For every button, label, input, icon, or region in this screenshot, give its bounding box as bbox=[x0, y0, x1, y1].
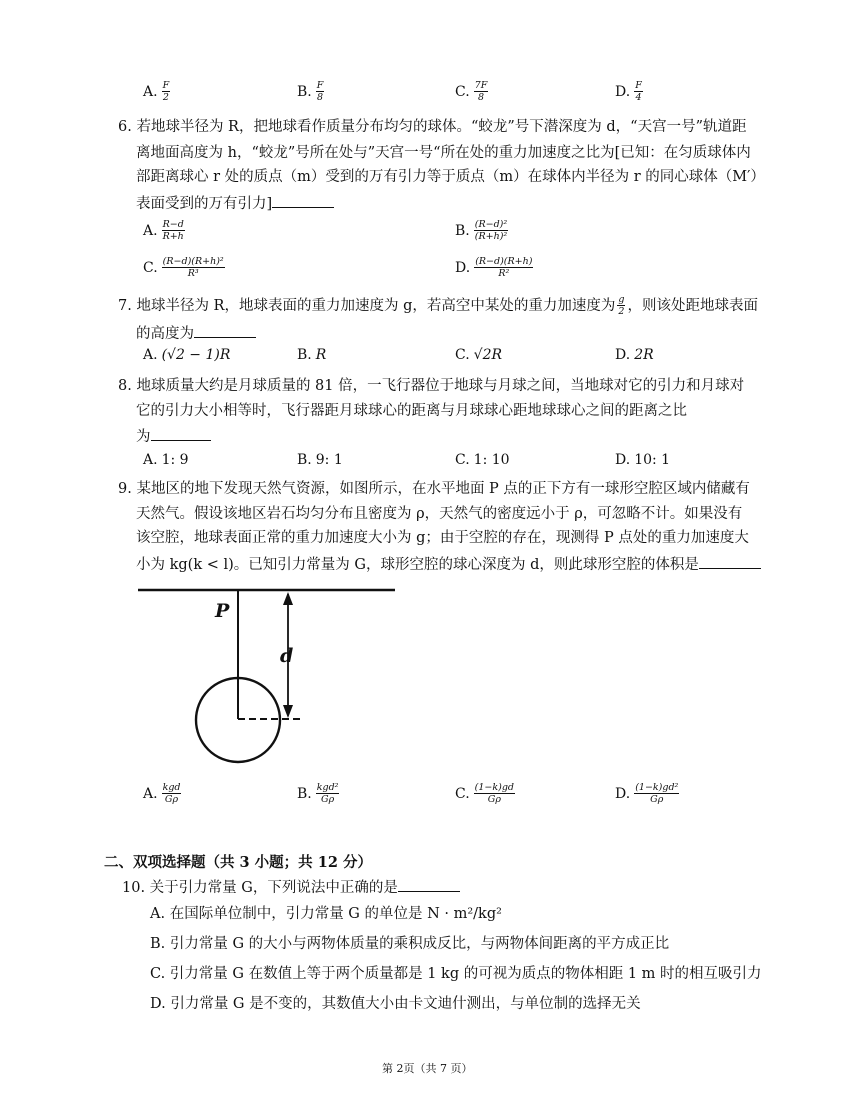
q10-option-a[interactable]: A. 在国际单位制中，引力常量 G 的单位是 N · m²/kg² bbox=[150, 906, 502, 922]
denominator: R³ bbox=[187, 268, 199, 279]
q9-line-3: 该空腔，地球表面正常的重力加速度大小为 g；由于空腔的存在，现测得 P 点处的重力加速度大 bbox=[136, 530, 749, 546]
q9-option-a[interactable] bbox=[143, 782, 181, 805]
cavity-diagram bbox=[130, 580, 410, 765]
option-text: 1: 10 bbox=[473, 452, 510, 468]
option-label: D. bbox=[455, 259, 471, 276]
denominator: R+h bbox=[162, 231, 184, 242]
point-p-label: P bbox=[215, 600, 230, 622]
denominator: 2 bbox=[618, 306, 625, 317]
option-text: 2R bbox=[634, 347, 654, 363]
page-footer: 第 2页（共 7 页） bbox=[382, 1062, 473, 1075]
q9-line-4-text: 小为 kg(k < l)。已知引力常量为 G，球形空腔的球心深度为 d，则此球形空腔的体积是 bbox=[136, 557, 699, 573]
fraction bbox=[634, 80, 643, 103]
option-label: C. bbox=[455, 785, 470, 802]
denominator: 4 bbox=[635, 92, 642, 103]
fraction bbox=[474, 256, 533, 279]
numerator: (R−d)(R+h) bbox=[475, 256, 533, 267]
numerator: kgd² bbox=[316, 782, 339, 793]
q6-line-4-text: 表面受到的万有引力] bbox=[136, 196, 273, 212]
q10-stem bbox=[122, 877, 460, 897]
q5-option-b[interactable] bbox=[297, 80, 324, 103]
denominator: Gρ bbox=[487, 794, 501, 805]
q7-line-1-post: ，则该处距地球表面 bbox=[627, 297, 758, 314]
q7-line-1-pre: 7. 地球半径为 R，地球表面的重力加速度为 g，若高空中某处的重力加速度为 bbox=[118, 297, 616, 314]
arrow-down-icon bbox=[283, 705, 293, 718]
answer-blank[interactable] bbox=[151, 426, 211, 441]
denominator: Gρ bbox=[164, 794, 179, 805]
denominator: 8 bbox=[477, 92, 485, 103]
q5-option-c[interactable] bbox=[455, 80, 488, 103]
numerator: (1−k)gd bbox=[474, 782, 515, 793]
numerator: g bbox=[618, 294, 625, 305]
q8-line-3 bbox=[136, 426, 211, 446]
q7-line-2 bbox=[136, 323, 256, 343]
q9-line-1: 9. 某地区的地下发现天然气资源，如图所示，在水平地面 P 点的正下方有一球形空腔区域内储藏有 bbox=[118, 481, 750, 497]
q7-line-1 bbox=[118, 294, 758, 317]
fraction bbox=[617, 294, 625, 317]
fraction bbox=[316, 782, 340, 805]
numerator: F bbox=[162, 80, 170, 91]
option-label: A. bbox=[143, 452, 158, 468]
denominator: Gρ bbox=[321, 794, 335, 805]
q10-option-d[interactable]: D. 引力常量 G 是不变的，其数值大小由卡文迪什测出，与单位制的选择无关 bbox=[150, 996, 641, 1012]
arrow-up-icon bbox=[283, 592, 293, 605]
option-text: R bbox=[315, 347, 327, 363]
denominator: (R+h)² bbox=[474, 231, 508, 242]
q7-option-a[interactable] bbox=[143, 346, 230, 364]
q10-stem-text: 10. 关于引力常量 G，下列说法中正确的是 bbox=[122, 880, 398, 896]
q9-option-c[interactable] bbox=[455, 782, 515, 805]
q8-line-1: 8. 地球质量大约是月球质量的 81 倍，一飞行器位于地球与月球之间，当地球对它的引力和月球对 bbox=[118, 378, 745, 394]
q6-line-1: 6. 若地球半径为 R，把地球看作质量分布均匀的球体。“蛟龙”号下潜深度为 d，“天宫一号”轨道距 bbox=[118, 119, 747, 135]
q8-option-d[interactable] bbox=[615, 451, 670, 469]
option-label: B. bbox=[297, 83, 312, 100]
denominator: 8 bbox=[317, 92, 324, 103]
option-text: 9: 1 bbox=[315, 452, 343, 468]
option-text: (√2 − 1)R bbox=[161, 347, 231, 363]
q5-option-d[interactable] bbox=[615, 80, 643, 103]
numerator: (R−d)² bbox=[474, 219, 508, 230]
fraction bbox=[316, 80, 325, 103]
answer-blank[interactable] bbox=[272, 193, 334, 208]
option-label: A. bbox=[143, 347, 158, 363]
q8-option-a[interactable] bbox=[143, 451, 189, 469]
fraction bbox=[162, 256, 225, 279]
denominator: R² bbox=[498, 268, 510, 279]
option-label: D. bbox=[615, 452, 631, 468]
q7-option-b[interactable] bbox=[297, 346, 326, 364]
q9-option-b[interactable] bbox=[297, 782, 339, 805]
denominator: 2 bbox=[162, 92, 169, 103]
q6-option-a[interactable] bbox=[143, 219, 185, 242]
fraction bbox=[162, 782, 182, 805]
q7-option-c[interactable] bbox=[455, 346, 502, 364]
section-2-title: 二、双项选择题（共 3 小题；共 12 分） bbox=[104, 854, 372, 871]
option-label: C. bbox=[455, 83, 470, 100]
option-label: C. bbox=[143, 259, 158, 276]
option-text: √2R bbox=[473, 347, 503, 363]
option-label: A. bbox=[143, 785, 158, 802]
option-label: B. bbox=[297, 347, 312, 363]
q6-line-3: 部距离球心 r 处的质点（m）受到的万有引力等于质点（m）在球体内半径为 r 的同心球体（M′） bbox=[136, 169, 765, 185]
q6-option-d[interactable] bbox=[455, 256, 533, 279]
option-label: D. bbox=[615, 83, 631, 100]
fraction bbox=[162, 219, 185, 242]
fraction bbox=[474, 782, 515, 805]
numerator: (R−d)(R+h)² bbox=[162, 256, 224, 267]
fraction bbox=[162, 80, 171, 103]
q10-option-b[interactable]: B. 引力常量 G 的大小与两物体质量的乘积成反比，与两物体间距离的平方成正比 bbox=[150, 936, 670, 952]
option-label: C. bbox=[455, 347, 470, 363]
option-label: C. bbox=[455, 452, 470, 468]
option-label: B. bbox=[297, 452, 312, 468]
q6-line-4 bbox=[136, 193, 334, 213]
option-label: B. bbox=[455, 222, 470, 239]
depth-d-label: d bbox=[280, 645, 294, 667]
answer-blank[interactable] bbox=[194, 323, 256, 338]
q6-option-c[interactable] bbox=[143, 256, 225, 279]
denominator: Gρ bbox=[650, 794, 664, 805]
fraction bbox=[634, 782, 679, 805]
numerator: 7F bbox=[474, 80, 488, 91]
numerator: F bbox=[316, 80, 324, 91]
q10-option-c[interactable]: C. 引力常量 G 在数值上等于两个质量都是 1 kg 的可视为质点的物体相距 1 m 时的相互吸引力 bbox=[150, 966, 762, 982]
numerator: F bbox=[635, 80, 642, 91]
q9-line-4 bbox=[136, 554, 761, 574]
option-text: 1: 9 bbox=[161, 452, 189, 468]
numerator: (1−k)gd² bbox=[635, 782, 679, 793]
option-label: D. bbox=[615, 347, 631, 363]
option-label: D. bbox=[615, 785, 631, 802]
q8-line-2: 它的引力大小相等时，飞行器距月球球心的距离与月球球心距地球球心之间的距离之比 bbox=[136, 403, 687, 419]
option-label: B. bbox=[297, 785, 312, 802]
fraction bbox=[474, 80, 489, 103]
q6-option-b[interactable] bbox=[455, 219, 508, 242]
option-text: 10: 1 bbox=[634, 452, 671, 468]
q5-option-a[interactable] bbox=[143, 80, 170, 103]
q7-option-d[interactable] bbox=[615, 346, 654, 364]
numerator: kgd bbox=[162, 782, 181, 793]
option-label: A. bbox=[143, 222, 158, 239]
q8-option-b[interactable] bbox=[297, 451, 343, 469]
option-label: A. bbox=[143, 83, 158, 100]
q7-line-2-text: 的高度为 bbox=[136, 326, 194, 342]
answer-blank[interactable] bbox=[398, 877, 460, 892]
numerator: R−d bbox=[162, 219, 184, 230]
q6-line-2: 离地面高度为 h，“蛟龙”号所在处与”天宫一号“所在处的重力加速度之比为[已知：在匀质球体内 bbox=[136, 145, 751, 161]
fraction bbox=[474, 219, 508, 242]
q9-line-2: 天然气。假设该地区岩石均匀分布且密度为 ρ，天然气的密度远小于 ρ，可忽略不计。如果没有 bbox=[136, 506, 743, 522]
q8-line-3-text: 为 bbox=[136, 429, 151, 445]
q9-option-d[interactable] bbox=[615, 782, 679, 805]
answer-blank[interactable] bbox=[699, 554, 761, 569]
q8-option-c[interactable] bbox=[455, 451, 510, 469]
